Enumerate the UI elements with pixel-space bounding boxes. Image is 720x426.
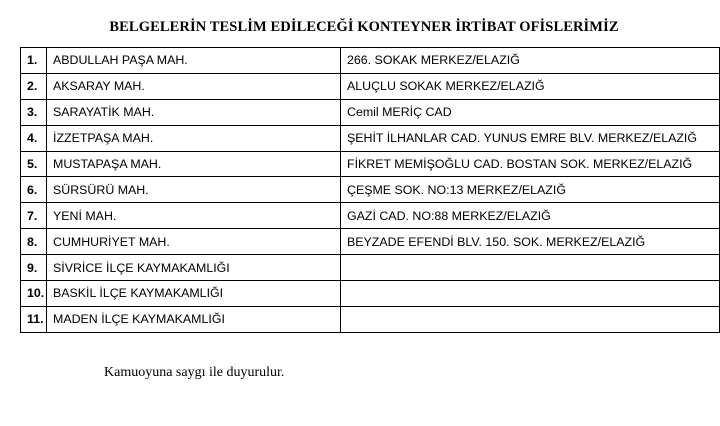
row-number: 7.	[21, 203, 47, 229]
table-row	[21, 73, 720, 99]
office-name: YENİ MAH.	[47, 203, 341, 229]
office-name: SİVRİCE İLÇE KAYMAKAMLIĞI	[47, 255, 341, 281]
office-name: İZZETPAŞA MAH.	[47, 125, 341, 151]
office-address: GAZİ CAD. NO:88 MERKEZ/ELAZIĞ	[341, 203, 720, 229]
office-name: SÜRSÜRÜ MAH.	[47, 177, 341, 203]
table-row	[21, 125, 720, 151]
table-row	[21, 255, 720, 281]
office-address: ÇEŞME SOK. NO:13 MERKEZ/ELAZIĞ	[341, 177, 720, 203]
office-address: FİKRET MEMİŞOĞLU CAD. BOSTAN SOK. MERKEZ/ELAZIĞ	[341, 151, 720, 177]
row-number: 10.	[21, 281, 47, 307]
office-name: ABDULLAH PAŞA MAH.	[47, 48, 341, 74]
office-address: ŞEHİT İLHANLAR CAD. YUNUS EMRE BLV. MERKEZ/ELAZIĞ	[341, 125, 720, 151]
office-name: CUMHURİYET MAH.	[47, 229, 341, 255]
office-table	[20, 47, 720, 333]
document-title: BELGELERİN TESLİM EDİLECEĞİ KONTEYNER İRTİBAT OFİSLERİMİZ	[109, 19, 619, 35]
row-number: 8.	[21, 229, 47, 255]
office-name: MUSTAPAŞA MAH.	[47, 151, 341, 177]
table-row	[21, 306, 720, 332]
row-number: 3.	[21, 99, 47, 125]
office-address	[341, 281, 720, 307]
row-number: 4.	[21, 125, 47, 151]
table-row	[21, 99, 720, 125]
office-address: Cemil MERİÇ CAD	[341, 99, 720, 125]
row-number: 5.	[21, 151, 47, 177]
office-address: ALUÇLU SOKAK MERKEZ/ELAZIĞ	[341, 73, 720, 99]
row-number: 1.	[21, 48, 47, 74]
footer-note: Kamuoyuna saygı ile duyurulur.	[104, 365, 285, 380]
table-row	[21, 229, 720, 255]
office-name: SARAYATİK MAH.	[47, 99, 341, 125]
office-address	[341, 255, 720, 281]
table-row	[21, 177, 720, 203]
row-number: 11.	[21, 306, 47, 332]
office-name: BASKİL İLÇE KAYMAKAMLIĞI	[47, 281, 341, 307]
office-table-body	[21, 48, 720, 333]
row-number: 9.	[21, 255, 47, 281]
row-number: 6.	[21, 177, 47, 203]
table-row	[21, 48, 720, 74]
table-row	[21, 151, 720, 177]
office-address: 266. SOKAK MERKEZ/ELAZIĞ	[341, 48, 720, 74]
office-address: BEYZADE EFENDİ BLV. 150. SOK. MERKEZ/ELAZIĞ	[341, 229, 720, 255]
office-address	[341, 306, 720, 332]
table-row	[21, 281, 720, 307]
row-number: 2.	[21, 73, 47, 99]
office-name: AKSARAY MAH.	[47, 73, 341, 99]
table-row	[21, 203, 720, 229]
office-name: MADEN İLÇE KAYMAKAMLIĞI	[47, 306, 341, 332]
